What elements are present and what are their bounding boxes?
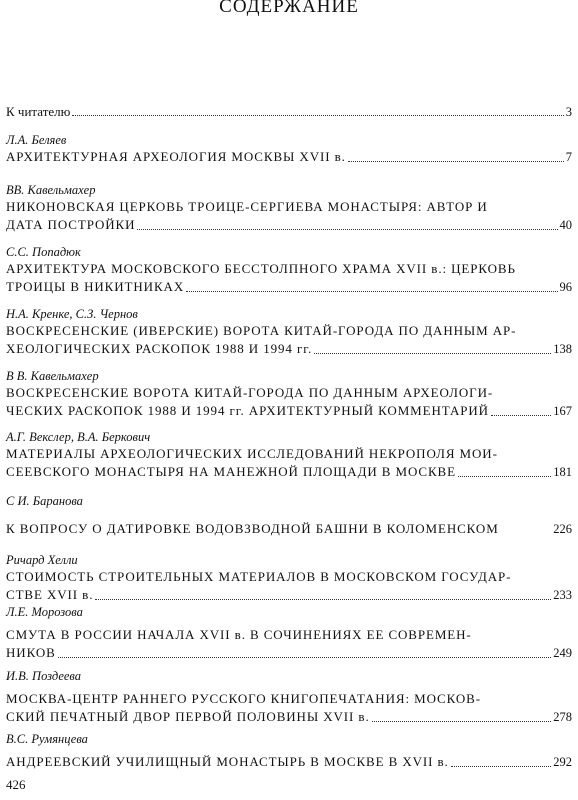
toc-title-text: ЧЕСКИХ РАСКОПОК 1988 И 1994 гг. АРХИТЕКТУРНЫЙ КОММЕНТАРИЙ xyxy=(6,403,489,418)
toc-title-line xyxy=(6,463,572,481)
dot-leader xyxy=(95,599,551,600)
toc-title-text: ТРОИЦЫ В НИКИТНИКАХ xyxy=(6,279,185,294)
toc-page-number: 249 xyxy=(553,646,572,660)
toc-title-line xyxy=(6,278,572,296)
dot-leader xyxy=(348,161,564,162)
toc-title-line: МОСКВА-ЦЕНТР РАННЕГО РУССКОГО КНИГОПЕЧАТАНИЯ: МОСКОВ- xyxy=(6,691,481,706)
toc-entry xyxy=(6,493,572,538)
toc-author: Ричард Хелли xyxy=(6,553,78,567)
toc-entry xyxy=(6,132,572,166)
dot-leader xyxy=(451,766,552,767)
dot-leader xyxy=(491,415,551,416)
toc-author: С И. Баранова xyxy=(6,494,83,508)
toc-title-line xyxy=(6,402,572,420)
toc-page-number: 292 xyxy=(553,755,572,769)
toc-title-line: ВОСКРЕСЕНСКИЕ ВОРОТА КИТАЙ-ГОРОДА ПО ДАННЫМ АРХЕОЛОГИ- xyxy=(6,385,494,400)
toc-title-text: СКИЙ ПЕЧАТНЫЙ ДВОР ПЕРВОЙ ПОЛОВИНЫ XVII в. xyxy=(6,709,370,724)
toc-page-number: 278 xyxy=(553,710,572,724)
toc-author: С.С. Попадюк xyxy=(6,245,81,259)
toc-author: А.Г. Векслер, В.А. Беркович xyxy=(6,430,151,444)
dot-leader xyxy=(314,353,551,354)
dot-leader xyxy=(372,721,552,722)
page-number-footer: 426 xyxy=(6,777,26,792)
toc-page-number: 40 xyxy=(559,218,572,232)
toc-title-line xyxy=(6,708,572,726)
toc-title-text: НИКОВ xyxy=(6,645,56,660)
toc-entry xyxy=(6,731,572,771)
toc-title-line xyxy=(6,216,572,234)
toc-title-text: АНДРЕЕВСКИЙ УЧИЛИЩНЫЙ МОНАСТЫРЬ В МОСКВЕ В XVII в. xyxy=(6,754,449,769)
toc-page-number: 181 xyxy=(553,465,572,479)
toc-entry xyxy=(6,306,572,358)
toc-entry xyxy=(6,668,572,726)
toc-title-text: АРХИТЕКТУРНАЯ АРХЕОЛОГИЯ МОСКВЫ XVII в. xyxy=(6,149,346,164)
toc-title-line: ВОСКРЕСЕНСКИЕ (ИВЕРСКИЕ) ВОРОТА КИТАЙ-ГОРОДА ПО ДАННЫМ АР- xyxy=(6,323,517,338)
toc-page-number: 233 xyxy=(553,588,572,602)
toc-title-line: СТОИМОСТЬ СТРОИТЕЛЬНЫХ МАТЕРИАЛОВ В МОСКОВСКОМ ГОСУДАР- xyxy=(6,569,512,584)
toc-author: Н.А. Кренке, С.З. Чернов xyxy=(6,307,138,321)
toc-title-text: ДАТА ПОСТРОЙКИ xyxy=(6,217,136,232)
toc-page-number: 7 xyxy=(565,150,572,164)
toc-page-number: 226 xyxy=(553,522,572,536)
dot-leader xyxy=(501,533,552,534)
toc-title-line: СМУТА В РОССИИ НАЧАЛА XVII в. В СОЧИНЕНИЯХ ЕЕ СОВРЕМЕН- xyxy=(6,627,472,642)
toc-title-text: СТВЕ XVII в. xyxy=(6,587,94,602)
dot-leader xyxy=(458,476,551,477)
toc-title-text: СЕЕВСКОГО МОНАСТЫРЯ НА МАНЕЖНОЙ ПЛОЩАДИ В МОСКВЕ xyxy=(6,464,456,479)
toc-title-line xyxy=(6,753,572,771)
toc-page-number: 96 xyxy=(559,280,572,294)
toc-preface-title: К читателю xyxy=(6,104,71,119)
toc-entry xyxy=(6,368,572,420)
dot-leader xyxy=(186,291,557,292)
toc-title-line: АРХИТЕКТУРА МОСКОВСКОГО БЕССТОЛПНОГО ХРАМА XVII в.: ЦЕРКОВЬ xyxy=(6,261,516,276)
toc-page-number: 138 xyxy=(553,342,572,356)
toc-preface-page: 3 xyxy=(565,105,572,119)
toc-author: ВВ. Кавельмахер xyxy=(6,183,96,197)
toc-author: Л.А. Беляев xyxy=(6,133,67,147)
toc-title-line xyxy=(6,340,572,358)
toc-entry xyxy=(6,604,572,662)
toc-title-line xyxy=(6,644,572,662)
toc-preface xyxy=(6,102,572,120)
toc-title-line xyxy=(6,520,572,538)
dot-leader xyxy=(137,229,557,230)
toc-title-text: ХЕОЛОГИЧЕСКИХ РАСКОПОК 1988 И 1994 гг. xyxy=(6,341,313,356)
toc-title-line: НИКОНОВСКАЯ ЦЕРКОВЬ ТРОИЦЕ-СЕРГИЕВА МОНАСТЫРЯ: АВТОР И xyxy=(6,199,488,214)
toc-title-line xyxy=(6,148,572,166)
toc-entry xyxy=(6,429,572,481)
dot-leader xyxy=(58,657,552,658)
page-title: СОДЕРЖАНИЕ xyxy=(219,0,359,17)
toc-title-line: МАТЕРИАЛЫ АРХЕОЛОГИЧЕСКИХ ИССЛЕДОВАНИЙ НЕКРОПОЛЯ МОИ- xyxy=(6,446,498,461)
toc-author: В.С. Румянцева xyxy=(6,732,88,746)
toc-page-number: 167 xyxy=(553,404,572,418)
toc-title-text: К ВОПРОСУ О ДАТИРОВКЕ ВОДОВЗВОДНОЙ БАШНИ В КОЛОМЕНСКОМ xyxy=(6,521,499,536)
toc-entry xyxy=(6,552,572,604)
toc-title-line xyxy=(6,586,572,604)
toc-author: И.В. Поздеева xyxy=(6,669,82,683)
toc-entry xyxy=(6,182,572,234)
toc-author: Л.Е. Морозова xyxy=(6,605,83,619)
toc-author: В В. Кавельмахер xyxy=(6,369,99,383)
dot-leader xyxy=(72,115,563,116)
toc-entry xyxy=(6,244,572,296)
